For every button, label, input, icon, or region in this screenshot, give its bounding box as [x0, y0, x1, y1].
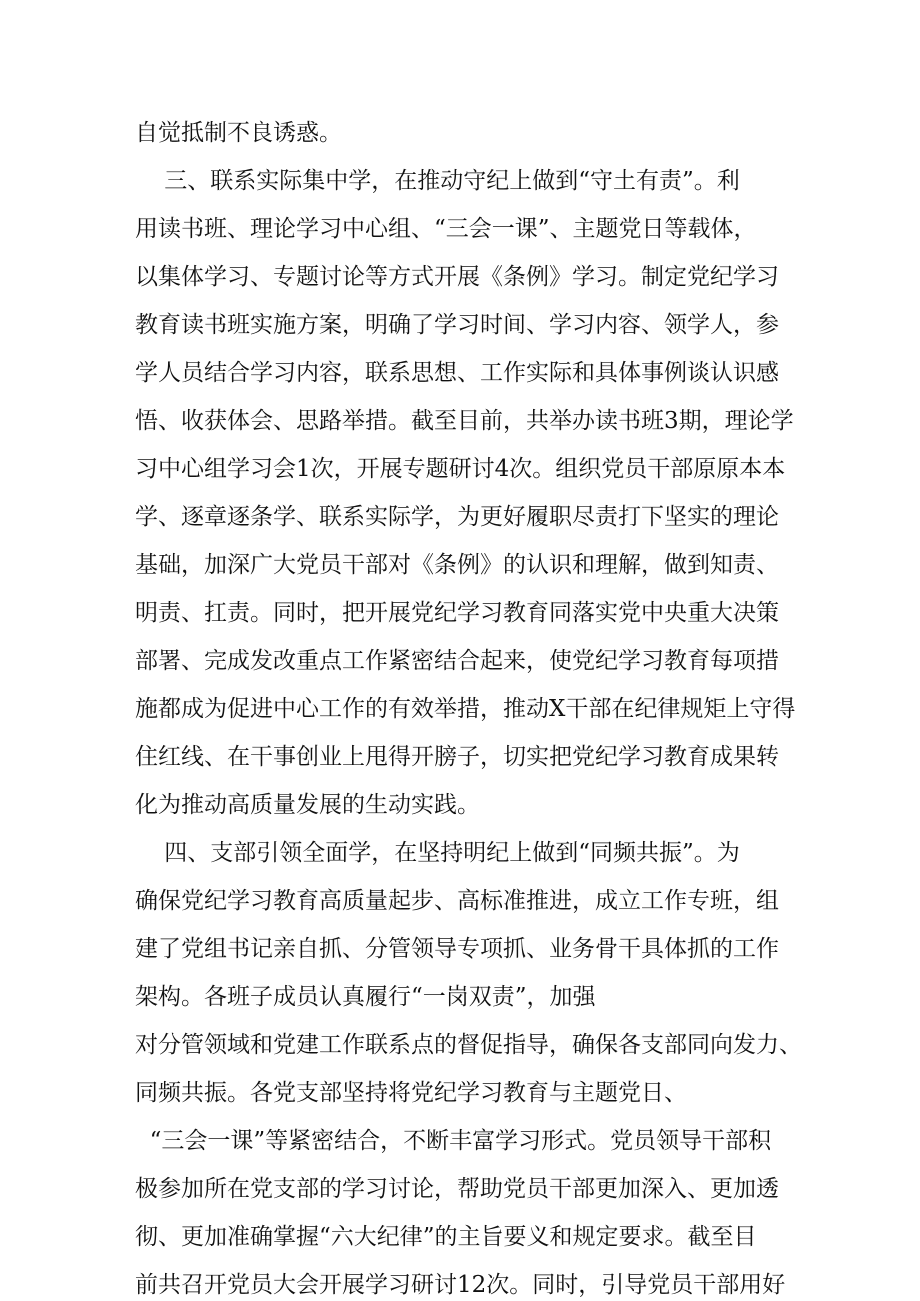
text-line: 部署、完成发改重点工作紧密结合起来，使党纪学习教育每项措	[135, 648, 779, 674]
text-line: 化为推动高质量发展的生动实践。	[135, 792, 480, 818]
text-line: 三、联系实际集中学，在推动守纪上做到“守土有责”。利	[135, 168, 740, 194]
text-line: 四、支部引领全面学，在坚持明纪上做到“同频共振”。为	[135, 840, 740, 866]
text-line: “三会一课”等紧密结合，不断丰富学习形式。党员领导干部积	[135, 1128, 772, 1154]
text-line: 前共召开党员大会开展学习研讨12次。同时，引导党员干部用好	[135, 1272, 786, 1298]
text-line: 建了党组书记亲自抓、分管领导专项抓、业务骨干具体抓的工作	[135, 936, 779, 962]
text-line: 同频共振。各党支部坚持将党纪学习教育与主题党日、	[135, 1080, 687, 1106]
text-line: 住红线、在干事创业上甩得开膀子，切实把党纪学习教育成果转	[135, 744, 779, 770]
text-line: 极参加所在党支部的学习讨论，帮助党员干部更加深入、更加透	[135, 1176, 779, 1202]
text-line: 架构。各班子成员认真履行“一岗双责”，加强	[135, 984, 596, 1010]
text-line: 明责、扛责。同时，把开展党纪学习教育同落实党中央重大决策	[135, 600, 779, 626]
text-line: 教育读书班实施方案，明确了学习时间、学习内容、领学人，参	[135, 312, 779, 338]
text-line: 悟、收获体会、思路举措。截至目前，共举办读书班3期，理论学	[135, 408, 794, 434]
text-line: 对分管领域和党建工作联系点的督促指导，确保各支部同向发力、	[135, 1032, 802, 1058]
text-line: 确保党纪学习教育高质量起步、高标准推进，成立工作专班，组	[135, 888, 779, 914]
text-line: 习中心组学习会1次，开展专题研讨4次。组织党员干部原原本本	[135, 456, 786, 482]
text-line: 基础，加深广大党员干部对《条例》的认识和理解，做到知责、	[135, 552, 779, 578]
text-line: 施都成为促进中心工作的有效举措，推动X干部在纪律规矩上守得	[135, 696, 796, 722]
text-line: 用读书班、理论学习中心组、“三会一课”、主题党日等载体，	[135, 216, 757, 242]
text-line: 学人员结合学习内容，联系思想、工作实际和具体事例谈认识感	[135, 360, 779, 386]
text-line: 学、逐章逐条学、联系实际学，为更好履职尽责打下坚实的理论	[135, 504, 779, 530]
text-line: 自觉抵制不良诱惑。	[135, 120, 342, 146]
text-line: 彻、更加准确掌握“六大纪律”的主旨要义和规定要求。截至目	[135, 1224, 757, 1250]
text-line: 以集体学习、专题讨论等方式开展《条例》学习。制定党纪学习	[135, 264, 779, 290]
